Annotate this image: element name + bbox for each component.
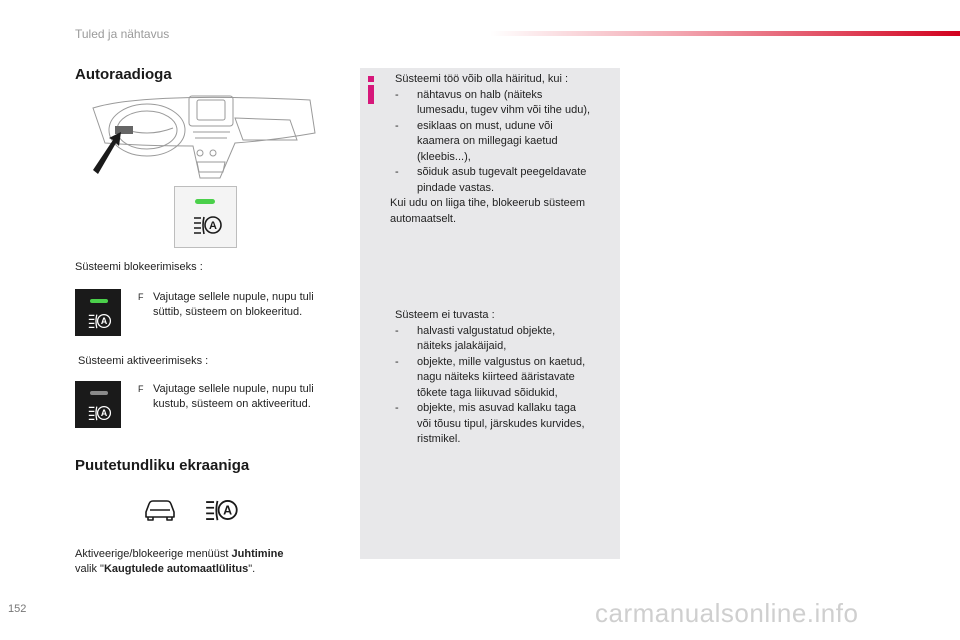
menu-option-name: Kaugtulede automaatlülitus bbox=[103, 563, 249, 575]
menu-instruction bbox=[75, 547, 350, 577]
section-header: Tuled ja nähtavus bbox=[75, 27, 170, 41]
item-line: esiklaas on must, udune või bbox=[417, 119, 553, 132]
bullet-marker: F bbox=[138, 292, 144, 302]
instruction-line: Vajutage sellele nupule, nupu tuli bbox=[153, 291, 314, 303]
block-label: Süsteemi blokeerimiseks : bbox=[75, 261, 203, 273]
heading-autoraadioga: Autoraadioga bbox=[75, 66, 172, 83]
activate-label: Süsteemi aktiveerimiseks : bbox=[78, 355, 209, 367]
svg-text:A: A bbox=[100, 316, 108, 327]
button-photo-blocked bbox=[75, 289, 121, 336]
panel-note: Kui udu on liiga tihe, blokeerub süsteem bbox=[390, 197, 586, 209]
item-line: (kleebis...), bbox=[417, 150, 471, 163]
watermark: carmanualsonline.info bbox=[595, 598, 859, 628]
instruction-line: süttib, süsteem on blokeeritud. bbox=[153, 306, 303, 318]
item-line: nähtavus on halb (näiteks bbox=[417, 88, 543, 101]
svg-text:A: A bbox=[100, 408, 108, 419]
panel-list-item bbox=[395, 119, 617, 166]
menu-text: valik " bbox=[75, 563, 104, 575]
disturbance-block bbox=[390, 72, 617, 227]
indicator-led-on bbox=[90, 299, 108, 303]
dash-marker: - bbox=[395, 166, 399, 178]
panel-list-item bbox=[395, 324, 617, 355]
info-panel bbox=[360, 68, 620, 559]
button-photo-active bbox=[75, 381, 121, 428]
header-accent-bar bbox=[490, 31, 960, 36]
dashboard-illustration bbox=[85, 88, 320, 183]
menu-name: Juhtimine bbox=[231, 548, 284, 560]
car-icon bbox=[143, 498, 177, 522]
bullet-marker: F bbox=[138, 384, 144, 394]
dash-marker: - bbox=[395, 324, 399, 337]
detection-limits-block bbox=[395, 308, 617, 448]
panel-list-item bbox=[395, 165, 617, 196]
item-line: sõiduk asub tugevalt peegeldavate bbox=[417, 166, 587, 178]
panel-list-item bbox=[395, 88, 617, 119]
item-line: objekte, mis asuvad kallaku taga bbox=[417, 402, 576, 414]
dash-marker: - bbox=[395, 119, 399, 132]
dash-marker: - bbox=[395, 402, 399, 414]
indicator-led-off bbox=[90, 391, 108, 395]
panel-list-item bbox=[395, 355, 617, 402]
svg-text:A: A bbox=[209, 220, 217, 232]
page-number: 152 bbox=[8, 603, 27, 615]
indicator-led bbox=[195, 199, 215, 204]
auto-high-beam-icon bbox=[205, 498, 239, 522]
block-instruction bbox=[138, 290, 348, 320]
item-line: lumesadu, tugev vihm või tihe udu), bbox=[417, 104, 591, 116]
heading-touchscreen: Puutetundliku ekraaniga bbox=[75, 457, 250, 474]
menu-text: Aktiveerige/blokeerige menüüst bbox=[75, 548, 232, 560]
auto-high-beam-icon bbox=[88, 405, 112, 421]
button-zoom-tile bbox=[174, 186, 237, 248]
item-line: pindade vastas. bbox=[417, 181, 495, 194]
auto-high-beam-icon bbox=[88, 313, 112, 329]
instruction-line: kustub, süsteem on aktiveeritud. bbox=[153, 398, 311, 410]
item-line: kaamera on millegagi kaetud bbox=[417, 135, 558, 147]
panel-intro: Süsteemi töö võib olla häiritud, kui : bbox=[395, 73, 569, 85]
auto-high-beam-icon bbox=[193, 215, 223, 235]
instruction-line: Vajutage sellele nupule, nupu tuli bbox=[153, 383, 314, 395]
menu-text: ". bbox=[248, 563, 256, 575]
item-line: ristmikel. bbox=[417, 433, 461, 445]
svg-text:A: A bbox=[223, 503, 233, 518]
panel-note: automaatselt. bbox=[390, 212, 457, 225]
item-line: objekte, mille valgustus on kaetud, bbox=[417, 355, 586, 368]
panel-list-item bbox=[395, 401, 617, 448]
item-line: nagu näiteks kiirteed ääristavate bbox=[417, 371, 575, 383]
item-line: halvasti valgustatud objekte, bbox=[417, 324, 556, 337]
item-line: tõkete taga liikuvad sõidukid, bbox=[417, 386, 558, 399]
dash-marker: - bbox=[395, 88, 399, 101]
item-line: näiteks jalakäijaid, bbox=[417, 340, 507, 352]
info-icon bbox=[368, 76, 374, 104]
panel-intro: Süsteem ei tuvasta : bbox=[395, 309, 495, 321]
item-line: või tõusu tipul, järskudes kurvides, bbox=[417, 417, 585, 430]
activate-instruction bbox=[138, 382, 348, 412]
dash-marker: - bbox=[395, 355, 399, 368]
